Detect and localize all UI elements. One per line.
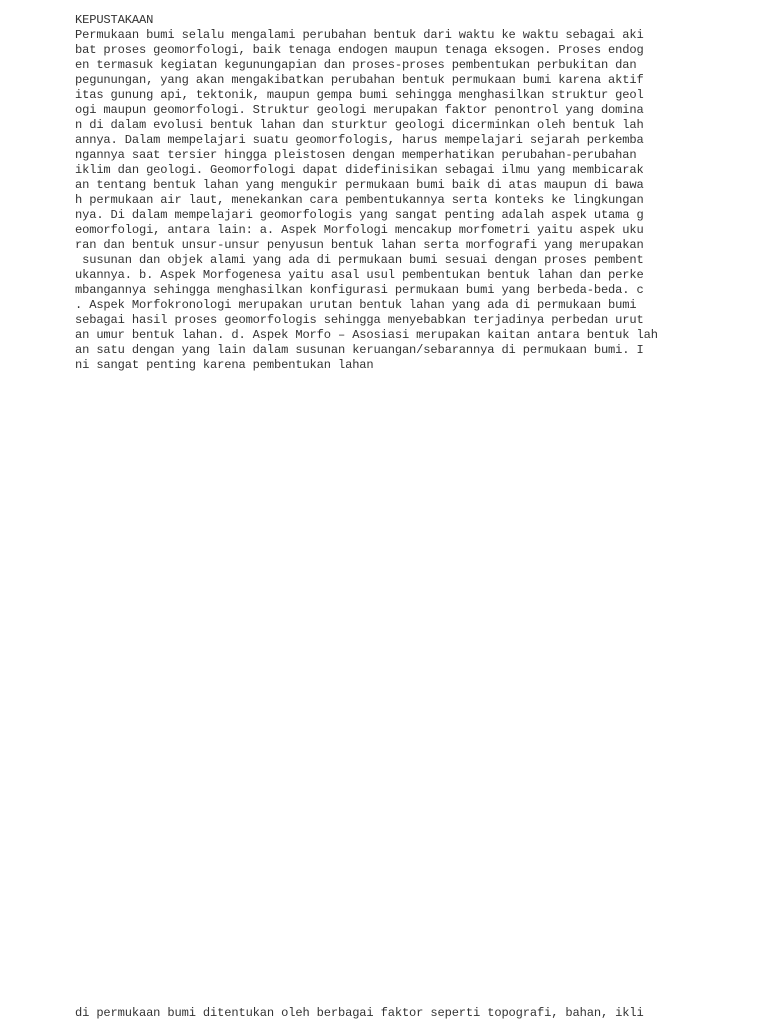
text-line: en termasuk kegiatan kegunungapian dan proses-proses pembentukan perbukitan dan — [75, 58, 637, 72]
text-line: Permukaan bumi selalu mengalami perubahan bentuk dari waktu ke waktu sebagai aki — [75, 28, 644, 42]
text-line: bat proses geomorfologi, baik tenaga endogen maupun tenaga eksogen. Proses endog — [75, 43, 644, 57]
text-line: nya. Di dalam mempelajari geomorfologis yang sangat penting adalah aspek utama g — [75, 208, 644, 222]
text-line: h permukaan air laut, menekankan cara pembentukannya serta konteks ke lingkungan — [75, 193, 644, 207]
text-line: ukannya. b. Aspek Morfogenesa yaitu asal usul pembentukan bentuk lahan dan perke — [75, 268, 644, 282]
text-line: an tentang bentuk lahan yang mengukir permukaan bumi baik di atas maupun di bawa — [75, 178, 644, 192]
text-line: ran dan bentuk unsur-unsur penyusun bentuk lahan serta morfografi yang merupakan — [75, 238, 644, 252]
text-line: an umur bentuk lahan. d. Aspek Morfo – Asosiasi merupakan kaitan antara bentuk lah — [75, 328, 658, 342]
text-line: eomorfologi, antara lain: a. Aspek Morfologi mencakup morfometri yaitu aspek uku — [75, 223, 644, 237]
text-line: n di dalam evolusi bentuk lahan dan sturktur geologi dicerminkan oleh bentuk lah — [75, 118, 644, 132]
text-line: an satu dengan yang lain dalam susunan keruangan/sebarannya di permukaan bumi. I — [75, 343, 644, 357]
text-line: . Aspek Morfokronologi merupakan urutan bentuk lahan yang ada di permukaan bumi — [75, 298, 637, 312]
document-heading: KEPUSTAKAAN — [75, 13, 154, 27]
text-line: annya. Dalam mempelajari suatu geomorfologis, harus mempelajari sejarah perkemba — [75, 133, 644, 147]
document-body — [75, 13, 658, 373]
text-line: susunan dan objek alami yang ada di permukaan bumi sesuai dengan proses pembent — [75, 253, 644, 267]
page-bottom-text-line: di permukaan bumi ditentukan oleh berbagai faktor seperti topografi, bahan, ikli — [75, 1006, 644, 1020]
text-line: ngannya saat tersier hingga pleistosen dengan memperhatikan perubahan-perubahan — [75, 148, 637, 162]
text-line: pegunungan, yang akan mengakibatkan perubahan bentuk permukaan bumi karena aktif — [75, 73, 644, 87]
text-line: itas gunung api, tektonik, maupun gempa bumi sehingga menghasilkan struktur geol — [75, 88, 644, 102]
text-line: iklim dan geologi. Geomorfologi dapat didefinisikan sebagai ilmu yang membicarak — [75, 163, 644, 177]
text-line: mbangannya sehingga menghasilkan konfigurasi permukaan bumi yang berbeda-beda. c — [75, 283, 644, 297]
text-line: ogi maupun geomorfologi. Struktur geologi merupakan faktor penontrol yang domina — [75, 103, 644, 117]
text-line: sebagai hasil proses geomorfologis sehingga menyebabkan terjadinya perbedan urut — [75, 313, 644, 327]
text-line: ni sangat penting karena pembentukan lahan — [75, 358, 374, 372]
